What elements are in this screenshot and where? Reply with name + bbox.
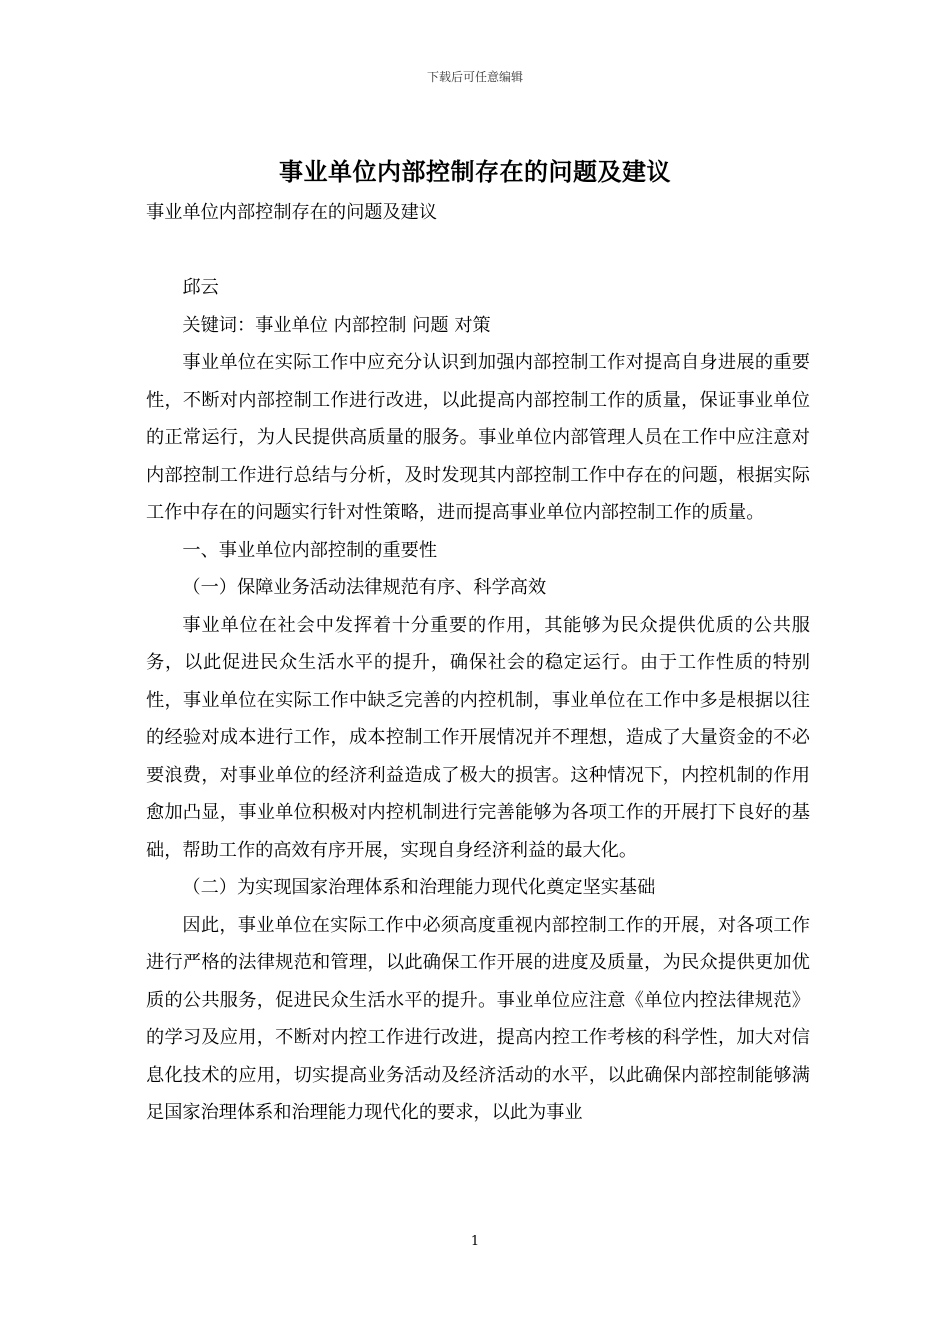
document-body: [146, 194, 810, 1132]
subsection-heading-2: （二）为实现国家治理体系和治理能力现代化奠定坚实基础: [182, 877, 656, 898]
document-title: 事业单位内部控制存在的问题及建议: [279, 157, 671, 186]
body-paragraph-1: 事业单位在社会中发挥着十分重要的作用，其能够为民众提供优质的公共服务，以此促进民众生活水平的提升，确保社会的稳定运行。由于工作性质的特别性，事业单位在实际工作中缺乏完善的内控机制，事业单位在工作中多是根据以往的经验对成本进行工作，成本控制工作开展情况并不理想，造成了大量资金的不必要浪费，对事业单位的经济利益造成了极大的损害。这种情况下，内控机制的作用愈加凸显，事业单位积极对内控机制进行完善能够为各项工作的开展打下良好的基础，帮助工作的高效有序开展，实现自身经济利益的最大化。: [146, 614, 810, 861]
body-paragraph-2: 因此，事业单位在实际工作中必须高度重视内部控制工作的开展，对各项工作进行严格的法律规范和管理，以此确保工作开展的进度及质量，为民众提供更加优质的公共服务，促进民众生活水平的提升。事业单位应注意《单位内控法律规范》的学习及应用，不断对内控工作进行改进，提高内控工作考核的科学性，加大对信息化技术的应用，切实提高业务活动及经济活动的水平，以此确保内部控制能够满足国家治理体系和治理能力现代化的要求，以此为事业: [146, 914, 810, 1123]
document-subtitle: 事业单位内部控制存在的问题及建议: [146, 202, 438, 223]
keywords-line: 关键词：事业单位 内部控制 问题 对策: [182, 314, 491, 336]
author-name: 邱云: [182, 277, 219, 298]
section-heading-1: 一、事业单位内部控制的重要性: [182, 539, 438, 561]
intro-paragraph: 事业单位在实际工作中应充分认识到加强内部控制工作对提高自身进展的重要性，不断对内部控制工作进行改进，以此提高内部控制工作的质量，保证事业单位的正常运行，为人民提供高质量的服务。事业单位内部管理人员在工作中应注意对内部控制工作进行总结与分析，及时发现其内部控制工作中存在的问题，根据实际工作中存在的问题实行针对性策略，进而提高事业单位内部控制工作的质量。: [146, 352, 810, 523]
subsection-heading-1: （一）保障业务活动法律规范有序、科学高效: [182, 577, 547, 598]
page-header-note: 下载后可任意编辑: [426, 70, 523, 84]
page-number: 1: [470, 1234, 480, 1249]
